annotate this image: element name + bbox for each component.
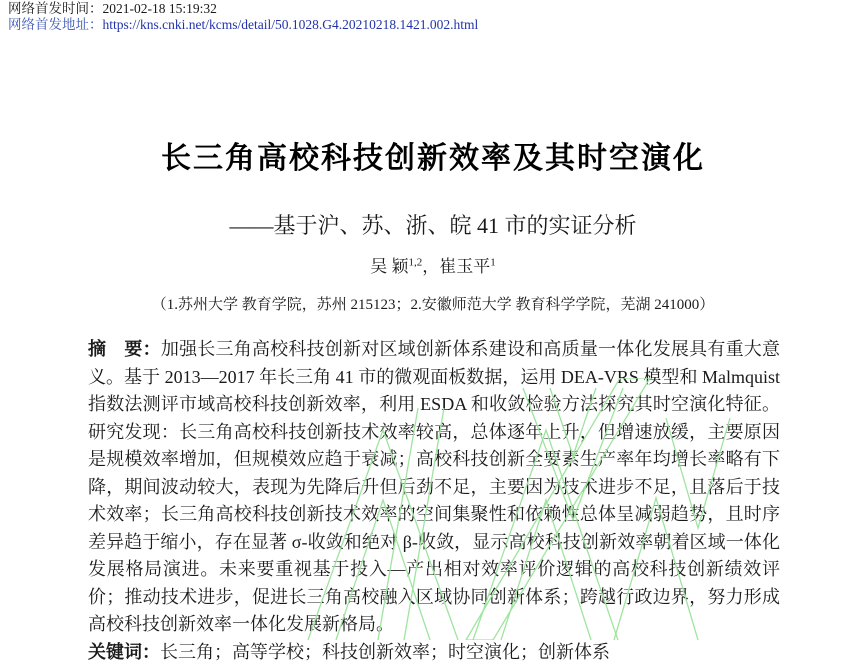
online-first-header: [8, 1, 478, 33]
affiliation-line: （1.苏州大学 教育学院，苏州 215123；2.安徽师范大学 教育科学学院，芜湖 241000）: [0, 293, 866, 314]
keywords-line: [88, 639, 780, 666]
author-sup-2: 1: [490, 256, 496, 268]
publish-time-label: 网络首发时间：: [8, 1, 103, 16]
paper-title: 长三角高校科技创新效率及其时空演化: [0, 133, 866, 177]
keywords-label: 关键词：: [88, 642, 160, 662]
author-name-1: 吴 颖: [370, 257, 408, 276]
keywords-text: 长三角；高等学校；科技创新效率；时空演化；创新体系: [160, 642, 610, 662]
publish-time-line: [8, 1, 478, 17]
publish-url-label: 网络首发地址：: [8, 17, 103, 32]
publish-url-link[interactable]: https://kns.cnki.net/kcms/detail/50.1028.G4.20210218.1421.002.html: [103, 17, 479, 32]
abstract-paragraph: [88, 336, 780, 639]
publish-time-value: 2021-02-18 15:19:32: [103, 1, 217, 16]
author-sup-1: 1,2: [409, 256, 423, 268]
paper-body: [88, 336, 780, 666]
authors-line: [0, 252, 866, 277]
authors-separator: ，: [422, 257, 439, 276]
abstract-label: 摘 要：: [88, 339, 161, 359]
abstract-text: 加强长三角高校科技创新对区域创新体系建设和高质量一体化发展具有重大意义。基于 2013—2017 年长三角 41 市的微观面板数据，运用 DEA-VRS 模型和 Malmquist 指数法测评市域高校科技创新效率，利用 ESDA 和收敛检验方法探究其时空演化特征。研究发现：长三角高校科技创新技术效率较高，总体逐年上升，但增速放缓，主要原因是规模效率增加，但规模效应趋于衰减；高校科技创新全要素生产率年均增长率略有下降，期间波动较大，表现为先降后升但后劲不足，主要因为技术进步不足，且落后于技术效率；长三角高校科技创新技术效率的空间集聚性和依赖性总体呈减弱趋势，且时序差异趋于缩小，存在显著 σ-收敛和绝对 β-收敛，显示高校科技创新效率朝着区域一体化发展格局演进。未来要重视基于投入—产出相对效率评价逻辑的高校科技创新绩效评价；推动技术进步，促进长三角高校融入区域协同创新体系；跨越行政边界，努力形成高校科技创新效率一体化发展新格局。: [88, 339, 780, 634]
author-name-2: 崔玉平: [439, 257, 490, 276]
paper-subtitle: ——基于沪、苏、浙、皖 41 市的实证分析: [0, 209, 866, 240]
publish-url-line: [8, 17, 478, 33]
